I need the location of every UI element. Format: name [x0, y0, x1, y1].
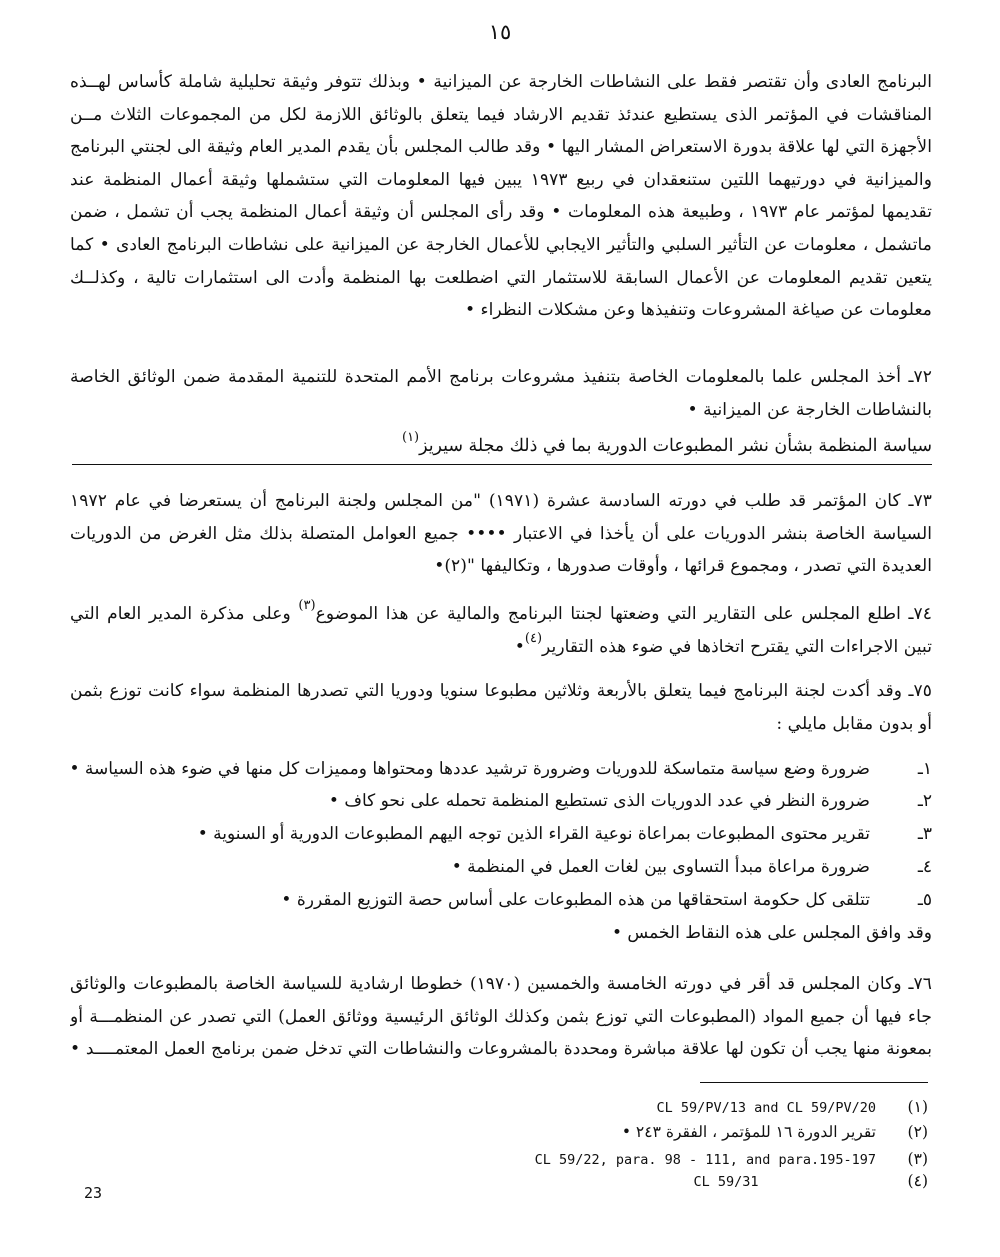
footnote-text: CL 59/31 [693, 1174, 759, 1190]
footnote-ref: (٣) [298, 598, 316, 613]
paragraph-75 [70, 675, 932, 740]
text-line: معلومات عن صياغة المشروعات وتنفيذها وعن مشكلات النظراء • [464, 300, 932, 321]
list-item-number: ٤ـ [917, 857, 932, 877]
footnote-number: (٢) [907, 1123, 928, 1141]
text-line: ٧٢ـ أخذ المجلس علما بالمعلومات الخاصة بتنفيذ مشروعات برنامج الأمم المتحدة للتنمية المقدمة ضمن الوثائق الخاصة [70, 367, 932, 387]
footnote-ref: (١) [401, 430, 420, 445]
list-item-text: تتلقى كل حكومة استحقاقها من هذه المطبوعات على أساس حصة التوزيع المقررة • [281, 890, 870, 910]
list-item-text: تقرير محتوى المطبوعات بمراعاة نوعية القراء الذين توجه اليهم المطبوعات الدورية أو السنوية • [197, 824, 870, 844]
text-line: ٧٥ـ وقد أكدت لجنة البرنامج فيما يتعلق بالأربعة وثلاثين مطبوعا سنويا ودوريا التي تصدرها المنظمة سواء كانت توزع بثمن [70, 681, 932, 701]
footnote-text: CL 59/PV/13 and CL 59/PV/20 [656, 1100, 876, 1116]
footnote-ref: (٤) [524, 630, 543, 646]
footnote [408, 1169, 928, 1194]
list-item [70, 787, 932, 815]
footer-page-number: 23 [84, 1184, 103, 1202]
list-item-number: ٥ـ [917, 890, 932, 910]
text-line: ماتشمل ، معلومات عن التأثير السلبي والتأثير الايجابي للأعمال الخارجة عن الميزانية على نشاطات البرنامج العادى • كما [70, 234, 932, 255]
list-item [70, 755, 932, 783]
text-run: • [514, 636, 525, 657]
section-heading-text: سياسة المنظمة بشأن نشر المطبوعات الدورية بما في ذلك مجلة سيريز [419, 436, 932, 456]
text-line [70, 598, 932, 631]
text-run: تبين الاجراءات التي يقترح اتخاذها في ضوء هذه التقارير [542, 636, 932, 657]
footnote [408, 1095, 928, 1120]
list-item [70, 886, 932, 914]
list-item-text: ضرورة وضع سياسة متماسكة للدوريات وضرورة ترشيد عددها ومحتواها ومميزات كل منها في ضوء هذه السياسة • [69, 759, 870, 779]
text-line [70, 631, 932, 664]
footnote-number: (٤) [907, 1172, 928, 1190]
footnote-text: تقرير الدورة ١٦ للمؤتمر ، الفقرة ٢٤٣ • [621, 1123, 876, 1141]
text-line: العديدة التي تصدر ، ومجموع قرائها ، وأوقات صدورها ، وتكاليفها "(٢)• [434, 556, 932, 577]
paragraph-76 [70, 968, 932, 1066]
text-line: والميزانية في دورتيهما اللتين ستنعقدان في ربيع ١٩٧٣ يبين فيها المعلومات التي ستشملها وثيقة أعمال المنظمة عند [70, 169, 932, 190]
text-line: البرنامج العادى وأن تقتصر فقط على النشاطات الخارجة عن الميزانية • وبذلك تتوفر وثيقة تحليلية شاملة كأساس لهــذه [70, 72, 932, 92]
footnote-separator [700, 1082, 928, 1083]
text-line: تقديمها لمؤتمر عام ١٩٧٣ ، وطبيعة هذه المعلومات • وقد رأى المجلس أن وثيقة أعمال المنظمة يجب أن تشمل ، ضمن [70, 202, 932, 223]
list-item-text: ضرورة مراعاة مبدأ التساوى بين لغات العمل في المنظمة • [451, 857, 870, 877]
paragraph-73 [70, 485, 932, 583]
section-heading [70, 431, 932, 461]
text-line: بالنشاطات الخارجة عن الميزانية • [687, 399, 932, 420]
list-item-number: ١ـ [917, 759, 932, 779]
list-item-text: ضرورة النظر في عدد الدوريات الذى تستطيع المنظمة تحمله على نحو كاف • [328, 791, 870, 811]
text-line: الأجهزة التي لها علاقة بدورة الاستعراض المشار اليها • وقد طالب المجلس بأن يقدم المدير العام وثيقة الى لجنتي البرنامج [70, 137, 932, 158]
text-line: جاء فيها أن جميع المواد (المطبوعات التي توزع بثمن وكذلك الوثائق الرئيسية ووثائق العمل) التي تصدر عن المنظمـــة أو [70, 1006, 932, 1027]
text-run: وعلى مذكرة المدير العام التي [70, 604, 291, 624]
footnote [408, 1120, 928, 1144]
list-item-number: ٢ـ [917, 791, 932, 811]
paragraph-72 [70, 361, 932, 426]
footnote-number: (١) [907, 1098, 928, 1116]
text-line: أو بدون مقابل مايلي : [776, 713, 932, 734]
agreement-line: وقد وافق المجلس على هذه النقاط الخمس • [611, 923, 932, 943]
text-line: ٧٣ـ كان المؤتمر قد طلب في دورته السادسة عشرة (١٩٧١) "من المجلس ولجنة البرنامج أن يستعرضا في عام ١٩٧٢ [70, 491, 932, 511]
list-item-number: ٣ـ [917, 824, 932, 844]
text-line: المناقشات في المؤتمر الذى يستطيع عندئذ تقديم الارشاد فيما يتعلق بالوثائق اللازمة لكل من المجموعات الثلاث مــن [70, 104, 932, 125]
text-line: يتعين تقديم المعلومات عن الأعمال السابقة للاستثمار التي اضطلعت بها المنظمة وأدت الى استثمارات تالية ، وكذلــك [70, 267, 932, 288]
text-run: ٧٤ـ اطلع المجلس على التقارير التي وضعتها لجنتا البرنامج والمالية عن هذا الموضوع [315, 604, 932, 624]
heading-underline [72, 464, 932, 465]
paragraph-74 [70, 598, 932, 663]
list-item [70, 820, 932, 848]
footnote-text: CL 59/22, para. 98 - 111, and para.195-197 [534, 1152, 876, 1168]
text-line: بمعونة منها يجب أن تكون لها علاقة مباشرة ومحددة بالمشروعات والنشاطات التي تدخل ضمن برنامج العمل المعتمــــد • [70, 1039, 932, 1060]
page-number: ١٥ [488, 20, 512, 44]
list-item [70, 853, 932, 881]
text-line: السياسة الخاصة بنشر الدوريات على أن يأخذا في الاعتبار •••• جميع العوامل المتصلة بذلك مثل الغرض من الدوريات [70, 523, 932, 544]
paragraph-intro [70, 66, 932, 327]
footnote-number: (٣) [907, 1150, 928, 1168]
text-line: ٧٦ـ وكان المجلس قد أقر في دورته الخامسة والخمسين (١٩٧٠) خطوطا ارشادية للسياسة الخاصة بالمطبوعات والوثائق [70, 974, 932, 994]
